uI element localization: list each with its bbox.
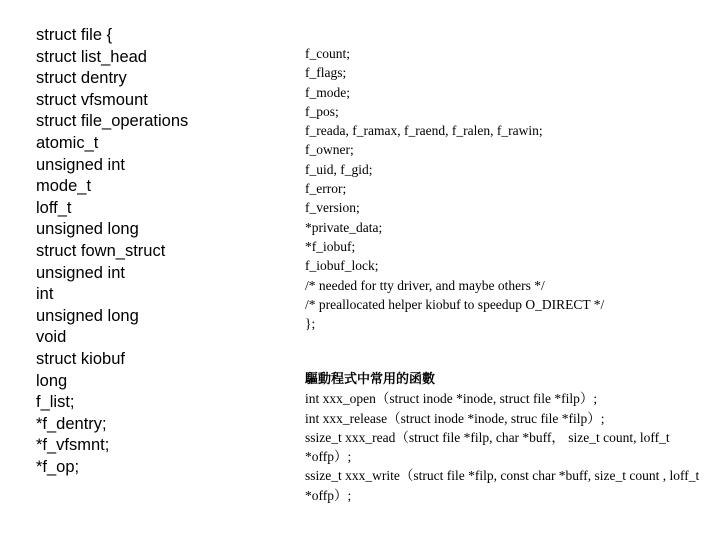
function-signature: int xxx_open（struct inode *inode, struct file *filp）; [305, 391, 598, 407]
function-signature: ssize_t xxx_write（struct file *filp, const char *buff, size_t count , loff_t *offp）; [305, 468, 700, 503]
field-line: *f_iobuf; [305, 238, 356, 254]
field-line: f_uid, f_gid; [305, 161, 373, 177]
function-signature: ssize_t xxx_read（struct file *filp, char *buff， size_t count, loff_t *offp）; [305, 429, 670, 465]
field-line: f_iobuf_lock; [305, 258, 379, 274]
field-line: f_flags; [305, 65, 347, 81]
function-signature: int xxx_release（struct inode *inode, struc file *filp）; [305, 410, 605, 426]
code-line: struct dentry [36, 69, 127, 88]
code-line: unsigned int [36, 263, 125, 282]
struct-type-column [36, 25, 266, 478]
field-line: f_pos; [305, 103, 339, 119]
code-line: void [36, 328, 67, 347]
section-heading: 驅動程式中常用的函數 [305, 372, 436, 387]
code-line: struct file { [36, 26, 113, 44]
field-line: f_reada, f_ramax, f_raend, f_ralen, f_rawin; [305, 123, 543, 139]
code-line: struct list_head [36, 47, 147, 66]
field-line: f_version; [305, 200, 360, 216]
comment-line: /* preallocated helper kiobuf to speedup O_DIRECT */ [305, 296, 605, 312]
code-line: struct fown_struct [36, 241, 166, 260]
field-line: f_owner; [305, 142, 354, 158]
code-line: *f_vfsmnt; [36, 436, 110, 455]
common-functions-section [305, 370, 705, 505]
code-line: f_list; [36, 393, 75, 412]
field-line: f_mode; [305, 84, 350, 100]
code-line: struct vfsmount [36, 90, 148, 109]
code-line: struct kiobuf [36, 349, 125, 368]
code-line: unsigned long [36, 220, 139, 239]
field-line: f_count; [305, 46, 350, 61]
struct-field-column [305, 44, 705, 333]
code-line: unsigned int [36, 155, 125, 174]
code-line: unsigned long [36, 306, 139, 325]
field-line: f_error; [305, 181, 347, 197]
comment-line: /* needed for tty driver, and maybe others */ [305, 277, 545, 293]
code-line: loff_t [36, 198, 72, 217]
code-line: *f_dentry; [36, 414, 107, 433]
code-line: mode_t [36, 177, 92, 196]
code-line: long [36, 371, 68, 390]
code-line: int [36, 285, 54, 304]
field-line: *private_data; [305, 219, 383, 235]
code-line: *f_op; [36, 457, 80, 476]
closing-brace: }; [305, 316, 316, 332]
code-line: struct file_operations [36, 112, 189, 131]
code-line: atomic_t [36, 133, 99, 152]
